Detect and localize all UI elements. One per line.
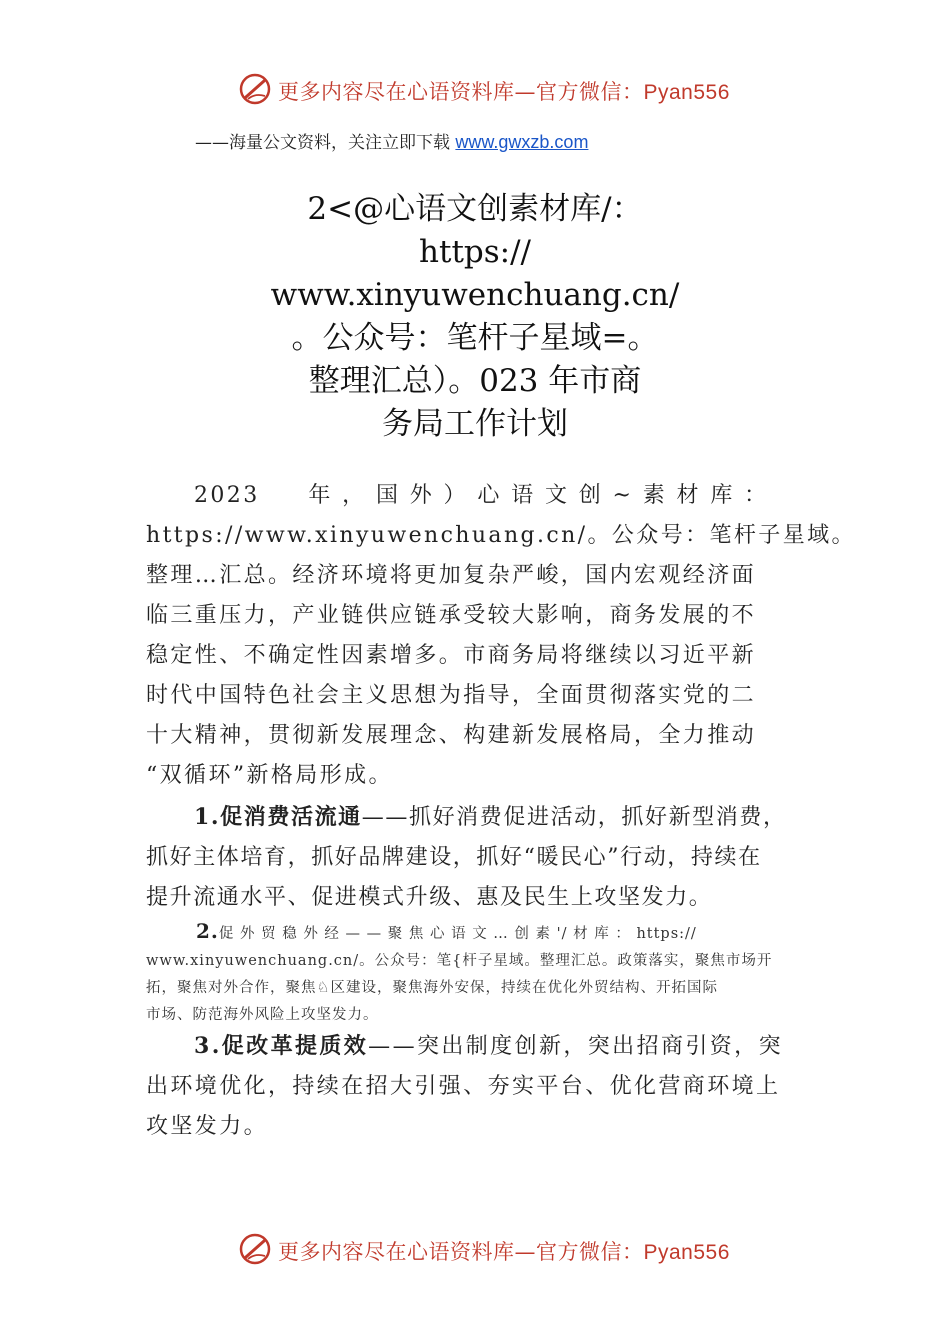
header-banner-text: 更多内容尽在心语资料库—官方微信：Pyan556 (278, 80, 730, 104)
intro-line: 2023 年 ， 国 外 ） 心 语 文 创 ~ 素 材 库 ： (194, 483, 769, 508)
item-heading: 1.促消费活流通 (194, 804, 362, 830)
item-lead: ——抓好消费促进活动，抓好新型消费， (361, 805, 787, 830)
item-line: 市场、防范海外风险上攻坚发力。 (146, 1007, 379, 1023)
download-notice: ——海量公文资料，关注立即下载 www.gwxzb.com (195, 132, 589, 153)
footer-banner-text: 更多内容尽在心语资料库—官方微信：Pyan556 (278, 1240, 730, 1264)
footer-banner (0, 1232, 950, 1272)
section-item-3 (146, 1026, 783, 1147)
intro-paragraph (146, 476, 856, 796)
title-line: 务局工作计划 (382, 406, 568, 442)
section-item-1 (146, 797, 787, 918)
title-line: 2<@心语文创素材库/： (307, 191, 643, 227)
brush-circle-logo-icon (238, 1232, 272, 1266)
header-banner (0, 72, 950, 112)
intro-line: 临三重压力，产业链供应链承受较大影响，商务发展的不 (146, 603, 757, 628)
intro-line: “双循环”新格局形成。 (146, 763, 393, 788)
title-line: 整理汇总）。023 年市商 (308, 363, 642, 399)
item-line: 拓，聚焦对外合作，聚焦♘区建设，聚焦海外安保，持续在优化外贸结构、开拓国际 (146, 980, 718, 996)
item-line: 攻坚发力。 (146, 1114, 269, 1139)
intro-line: 十大精神，贯彻新发展理念、构建新发展格局，全力推动 (146, 723, 757, 748)
item-lead: ——突出制度创新，突出招商引资，突 (368, 1034, 783, 1059)
intro-line: 时代中国特色社会主义思想为指导，全面贯彻落实党的二 (146, 683, 757, 708)
title-line: 。公众号：笔杆子星域=。 (291, 320, 659, 356)
item-line: 抓好主体培育，抓好品牌建设，抓好“暖民心”行动，持续在 (146, 845, 762, 870)
title-line: www.xinyuwenchuang.cn/ (270, 277, 680, 313)
intro-line: https://www.xinyuwenchuang.cn/。公众号：笔杆子星域。 (146, 523, 856, 548)
item-number: 2. (196, 919, 219, 943)
intro-line: 稳定性、不确定性因素增多。市商务局将继续以习近平新 (146, 643, 757, 668)
brush-circle-logo-icon (238, 72, 272, 106)
item-heading: 3.促改革提质效 (194, 1033, 369, 1059)
site-link[interactable]: www.gwxzb.com (455, 132, 589, 152)
item-line: www.xinyuwenchuang.cn/。公众号：笔{杆子星域。整理汇总。政策落实，聚焦市场开 (146, 953, 773, 969)
item-line: 出环境优化，持续在招大引强、夯实平台、优化营商环境上 (146, 1074, 781, 1099)
item-lead: 促 外 贸 稳 外 经 — — 聚 焦 心 语 文 … 创 素 '/ 材 库 ： https:// (218, 926, 697, 942)
intro-line: 整理…汇总。经济环境将更加复杂严峻，国内宏观经济面 (146, 563, 757, 588)
page-title (180, 188, 770, 446)
item-line: 提升流通水平、促进模式升级、惠及民生上攻坚发力。 (146, 885, 713, 910)
title-line: https:// (419, 234, 531, 270)
section-item-2 (146, 918, 772, 1029)
